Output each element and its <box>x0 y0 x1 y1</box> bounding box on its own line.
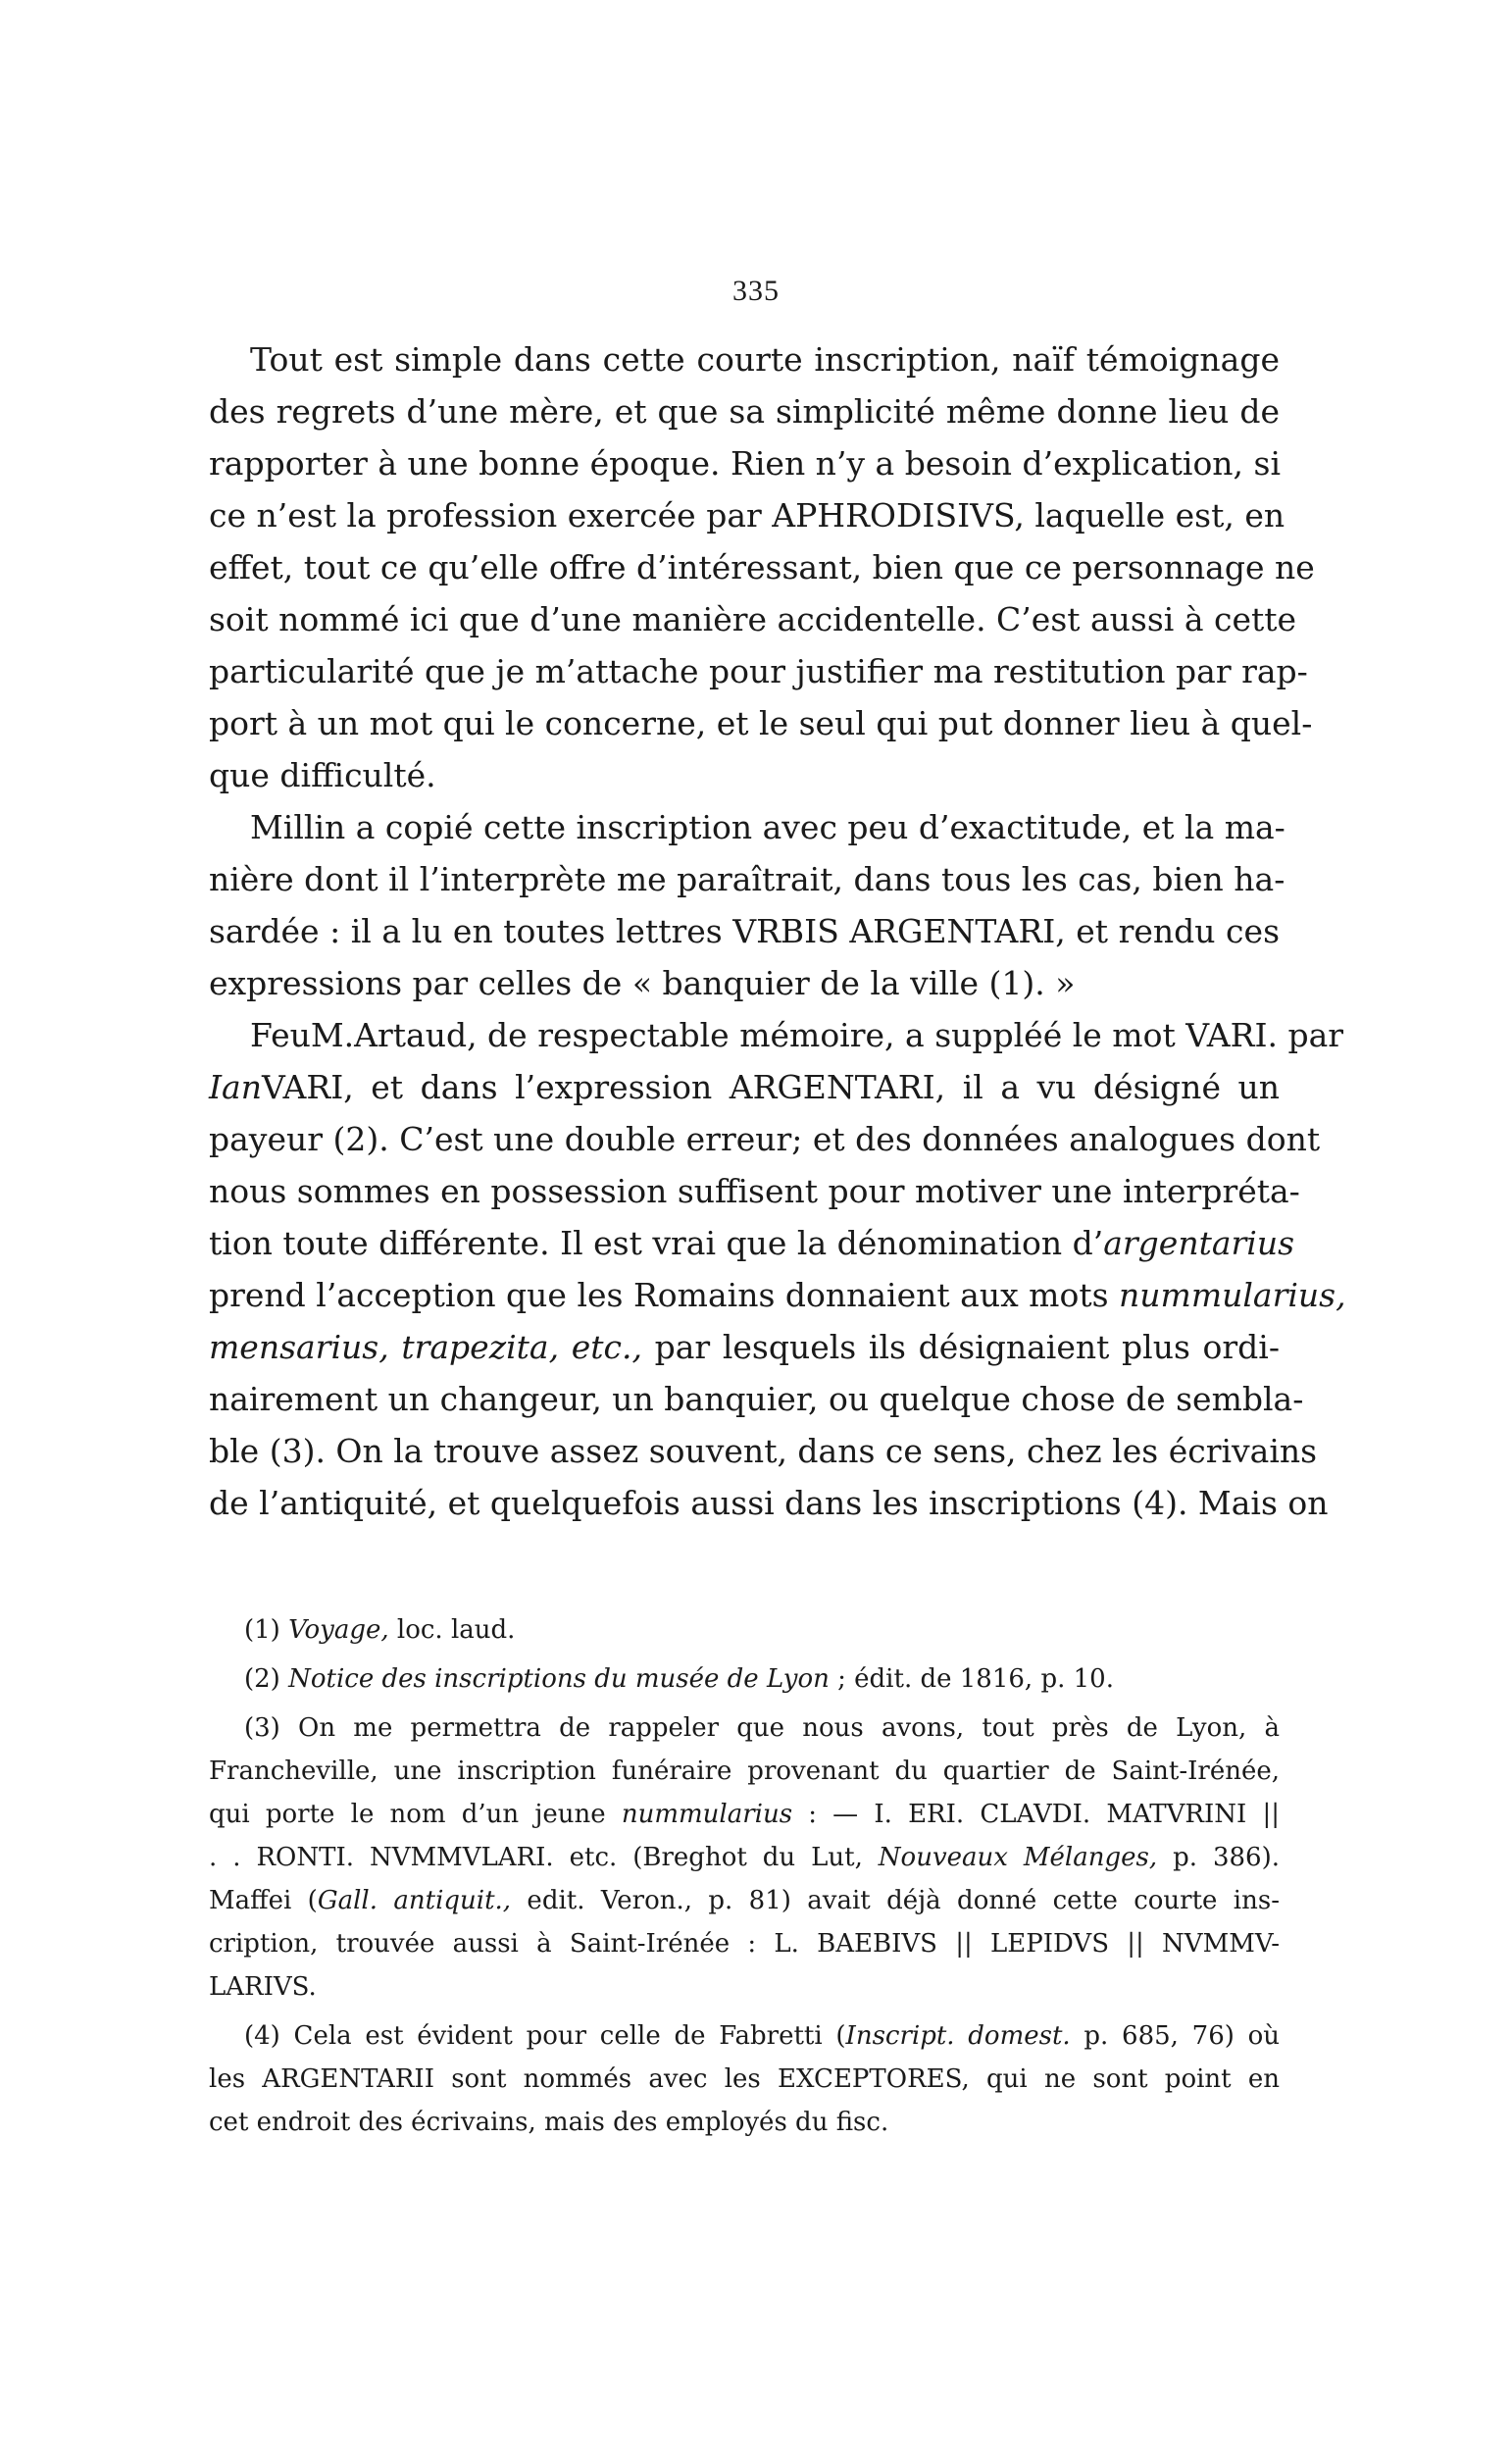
text-line <box>209 1321 1280 1373</box>
text-line: particularité que je m’attache pour justifier ma restitution par rap- <box>209 652 1308 690</box>
footnote-line: LARIVS. <box>209 1972 317 2002</box>
footnote-line: (3) On me permettra de rappeler que nous avons, tout près de Lyon, à <box>244 1713 1280 1743</box>
footnote-4 <box>209 2014 1280 2144</box>
text-line: Millin a copié cette inscription avec peu d’exactitude, et la ma- <box>250 808 1285 846</box>
paragraph-2 <box>209 801 1285 1009</box>
footnote-line <box>209 2014 1280 2058</box>
text-line: rapporter à une bonne époque. Rien n’y a besoin d’explication, si <box>209 444 1282 483</box>
italic-text: Nouveaux Mélanges, <box>878 1843 1158 1872</box>
text-segment: prend l’acception que les Romains donnaient aux mots <box>209 1276 1120 1314</box>
text-segment: edit. Veron., p. 81) avait déjà donné cette courte ins- <box>511 1886 1280 1915</box>
footnotes <box>209 1608 1280 2144</box>
footnote-line: Francheville, une inscription funéraire provenant du quartier de Saint-Irénée, <box>209 1757 1280 1786</box>
text-line: sardée : il a lu en toutes lettres VRBIS ARGENTARI, et rendu ces <box>209 912 1280 950</box>
footnote-line: les ARGENTARII sont nommés avec les EXCEPTORES, qui ne sont point en <box>209 2064 1280 2094</box>
text-line: nière dont il l’interprète me paraîtrait, dans tous les cas, bien ha- <box>209 860 1285 898</box>
paragraph-3 <box>209 1009 1346 1529</box>
footnote-line <box>209 1836 1280 1879</box>
text-line: effet, tout ce qu’elle offre d’intéressant, bien que ce personnage ne <box>209 548 1315 586</box>
italic-text: mensarius, trapezita, etc., <box>209 1328 642 1366</box>
footnote-line <box>209 1793 1280 1836</box>
text-line: expressions par celles de « banquier de la ville (1). » <box>209 964 1076 1002</box>
footnote-number: (2) <box>244 1664 289 1694</box>
italic-text: Notice des inscriptions du musée de Lyon <box>288 1664 830 1694</box>
text-line: de l’antiquité, et quelquefois aussi dans les inscriptions (4). Mais on <box>209 1484 1329 1522</box>
footnote-number: (1) <box>244 1615 289 1645</box>
text-segment: . . RONTI. NVMMVLARI. etc. (Breghot du Lut, <box>209 1843 879 1872</box>
footnote-1 <box>209 1608 1280 1652</box>
text-line: FeuM.Artaud, de respectable mémoire, a suppléé le mot VARI. par <box>250 1016 1344 1054</box>
text-line: nairement un changeur, un banquier, ou quelque chose de sembla- <box>209 1380 1304 1418</box>
text-line: port à un mot qui le concerne, et le seul qui put donner lieu à quel- <box>209 704 1313 742</box>
italic-text: nummularius, <box>1119 1276 1346 1314</box>
paragraph-1 <box>209 333 1315 801</box>
text-segment: tion toute différente. Il est vrai que la dénomination d’ <box>209 1224 1104 1262</box>
footnote-3 <box>209 1706 1280 2009</box>
page-number: 335 <box>732 275 780 307</box>
text-segment: VARI, et dans l’expression ARGENTARI, il a vu désigné un <box>261 1068 1280 1106</box>
footnote-line: cet endroit des écrivains, mais des employés du fisc. <box>209 2108 889 2137</box>
text-segment: qui porte le nom d’un jeune <box>209 1800 622 1829</box>
italic-text: Inscript. domest. <box>845 2021 1071 2051</box>
text-line <box>209 1061 1280 1113</box>
text-line: Tout est simple dans cette courte inscription, naïf témoignage <box>250 340 1280 379</box>
text-line: nous sommes en possession suffisent pour motiver une interpréta- <box>209 1172 1300 1210</box>
italic-text: Ian <box>209 1068 262 1106</box>
text-segment: : — I. ERI. CLAVDI. MATVRINI || <box>792 1800 1280 1829</box>
text-segment: p. 685, 76) où <box>1070 2021 1280 2051</box>
text-segment: p. 386). <box>1157 1843 1280 1872</box>
text-line: payeur (2). C’est une double erreur; et des données analogues dont <box>209 1120 1321 1158</box>
italic-text: nummularius <box>621 1800 793 1829</box>
text-line: ble (3). On la trouve assez souvent, dans ce sens, chez les écrivains <box>209 1432 1318 1470</box>
text-line <box>209 1269 1346 1321</box>
text-segment: loc. laud. <box>388 1615 516 1645</box>
italic-text: Voyage, <box>288 1615 389 1645</box>
italic-text: argentarius <box>1103 1224 1295 1262</box>
italic-text: Gall. antiquit., <box>317 1886 512 1915</box>
footnote-line: cription, trouvée aussi à Saint-Irénée : L. BAEBIVS || LEPIDVS || NVMMV- <box>209 1929 1280 1959</box>
text-line <box>209 1217 1295 1269</box>
footnote-2 <box>209 1657 1280 1701</box>
footnote-line <box>209 1879 1280 1922</box>
text-line: soit nommé ici que d’une manière accidentelle. C’est aussi à cette <box>209 600 1297 638</box>
text-segment: par lesquels ils désignaient plus ordi- <box>641 1328 1280 1366</box>
text-segment: Maffei ( <box>209 1886 318 1915</box>
main-text <box>209 333 1346 1529</box>
text-segment: ; édit. de 1816, p. 10. <box>829 1664 1114 1694</box>
text-line: des regrets d’une mère, et que sa simplicité même donne lieu de <box>209 392 1280 431</box>
text-line: que difficulté. <box>209 756 436 794</box>
text-segment: (4) Cela est évident pour celle de Fabretti ( <box>244 2021 846 2051</box>
text-line: ce n’est la profession exercée par APHRODISIVS, laquelle est, en <box>209 496 1285 535</box>
